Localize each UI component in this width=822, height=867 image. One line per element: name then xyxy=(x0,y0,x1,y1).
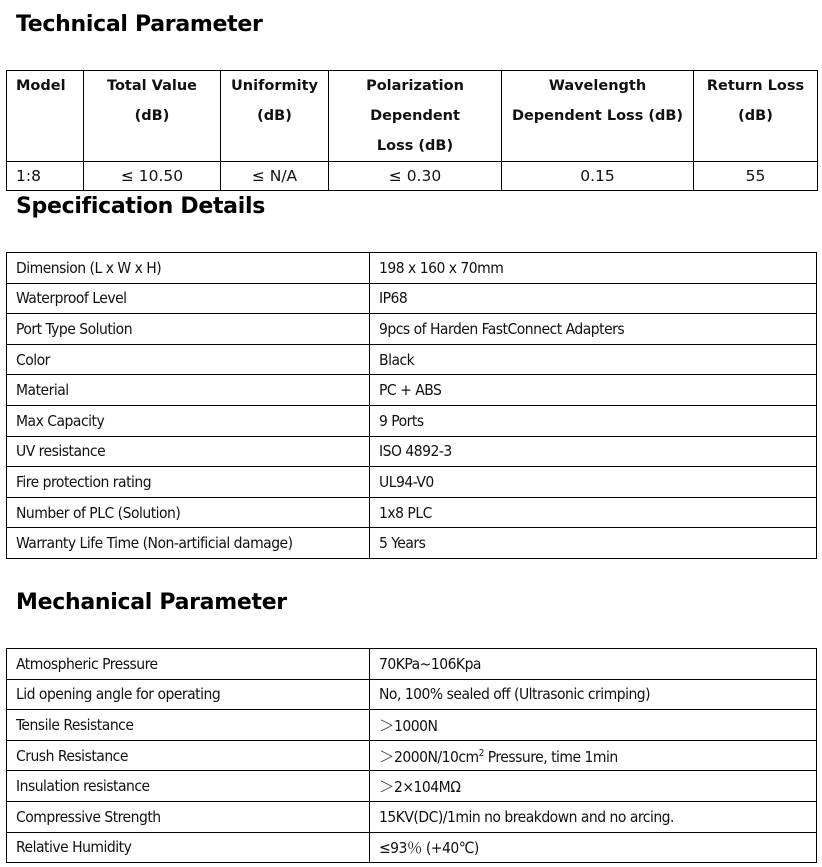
cell-total-value: ≤ 10.50 xyxy=(84,162,221,191)
mech-label: Atmospheric Pressure xyxy=(7,649,370,680)
spec-label: Fire protection rating xyxy=(7,467,370,498)
header-wdl: Wavelength Dependent Loss (dB) xyxy=(502,71,694,162)
crush-value-superscript: 2 xyxy=(478,747,484,759)
spec-label: Warranty Life Time (Non-artificial damage) xyxy=(7,528,370,559)
mech-value: ≤93％ (+40℃) xyxy=(370,832,817,863)
crush-value-main: ＞2000N/10cm xyxy=(379,747,479,766)
table-row xyxy=(7,528,817,559)
spec-label: Number of PLC (Solution) xyxy=(7,497,370,528)
header-pdl: Polarization Dependent Loss (dB) xyxy=(329,71,502,162)
table-row xyxy=(7,283,817,314)
cell-wdl: 0.15 xyxy=(502,162,694,191)
spec-value: 9 Ports xyxy=(370,405,817,436)
cell-pdl: ≤ 0.30 xyxy=(329,162,502,191)
spec-value: UL94-V0 xyxy=(370,467,817,498)
table-row xyxy=(7,801,817,832)
technical-parameter-heading: Technical Parameter xyxy=(16,12,263,37)
table-header-row xyxy=(7,71,818,162)
table-row xyxy=(7,832,817,863)
mech-label: Lid opening angle for operating xyxy=(7,679,370,710)
spec-value: 9pcs of Harden FastConnect Adapters xyxy=(370,314,817,345)
mech-value: 15KV(DC)/1min no breakdown and no arcing. xyxy=(370,801,817,832)
table-row xyxy=(7,344,817,375)
spec-value: Black xyxy=(370,344,817,375)
mechanical-table xyxy=(6,648,817,863)
cell-model: 1:8 xyxy=(7,162,84,191)
mech-label: Insulation resistance xyxy=(7,771,370,802)
header-uniformity: Uniformity (dB) xyxy=(221,71,329,162)
spec-value: 1x8 PLC xyxy=(370,497,817,528)
spec-label: Material xyxy=(7,375,370,406)
table-row xyxy=(7,314,817,345)
table-row xyxy=(7,649,817,680)
mech-label: Crush Resistance xyxy=(7,740,370,771)
cell-return-loss: 55 xyxy=(694,162,818,191)
table-row xyxy=(7,710,817,741)
specification-details-heading: Specification Details xyxy=(16,194,266,219)
mechanical-parameter-heading: Mechanical Parameter xyxy=(16,590,287,615)
technical-parameter-table xyxy=(6,70,818,191)
table-row xyxy=(7,679,817,710)
mech-value: ＞1000N xyxy=(370,710,817,741)
spec-value: 5 Years xyxy=(370,528,817,559)
spec-label: Color xyxy=(7,344,370,375)
table-row xyxy=(7,740,817,771)
cell-uniformity: ≤ N/A xyxy=(221,162,329,191)
spec-label: Waterproof Level xyxy=(7,283,370,314)
header-return-loss: Return Loss (dB) xyxy=(694,71,818,162)
mech-label: Relative Humidity xyxy=(7,832,370,863)
specification-table xyxy=(6,252,817,559)
header-total-value: Total Value (dB) xyxy=(84,71,221,162)
spec-label: Port Type Solution xyxy=(7,314,370,345)
table-row xyxy=(7,405,817,436)
mech-value: 70KPa~106Kpa xyxy=(370,649,817,680)
table-row xyxy=(7,771,817,802)
mech-label: Compressive Strength xyxy=(7,801,370,832)
mech-value xyxy=(370,740,817,771)
table-row xyxy=(7,497,817,528)
spec-value: IP68 xyxy=(370,283,817,314)
table-row xyxy=(7,375,817,406)
table-row xyxy=(7,436,817,467)
header-model: Model xyxy=(7,71,84,162)
mech-value: No, 100% sealed off (Ultrasonic crimping) xyxy=(370,679,817,710)
spec-value: PC + ABS xyxy=(370,375,817,406)
mech-label: Tensile Resistance xyxy=(7,710,370,741)
table-row xyxy=(7,162,818,191)
spec-label: UV resistance xyxy=(7,436,370,467)
table-row xyxy=(7,467,817,498)
mech-value: ＞2×104MΩ xyxy=(370,771,817,802)
spec-label: Max Capacity xyxy=(7,405,370,436)
table-row xyxy=(7,253,817,284)
spec-value: ISO 4892-3 xyxy=(370,436,817,467)
spec-label: Dimension (L x W x H) xyxy=(7,253,370,284)
crush-value-tail: Pressure, time 1min xyxy=(483,747,618,766)
spec-value: 198 x 160 x 70mm xyxy=(370,253,817,284)
